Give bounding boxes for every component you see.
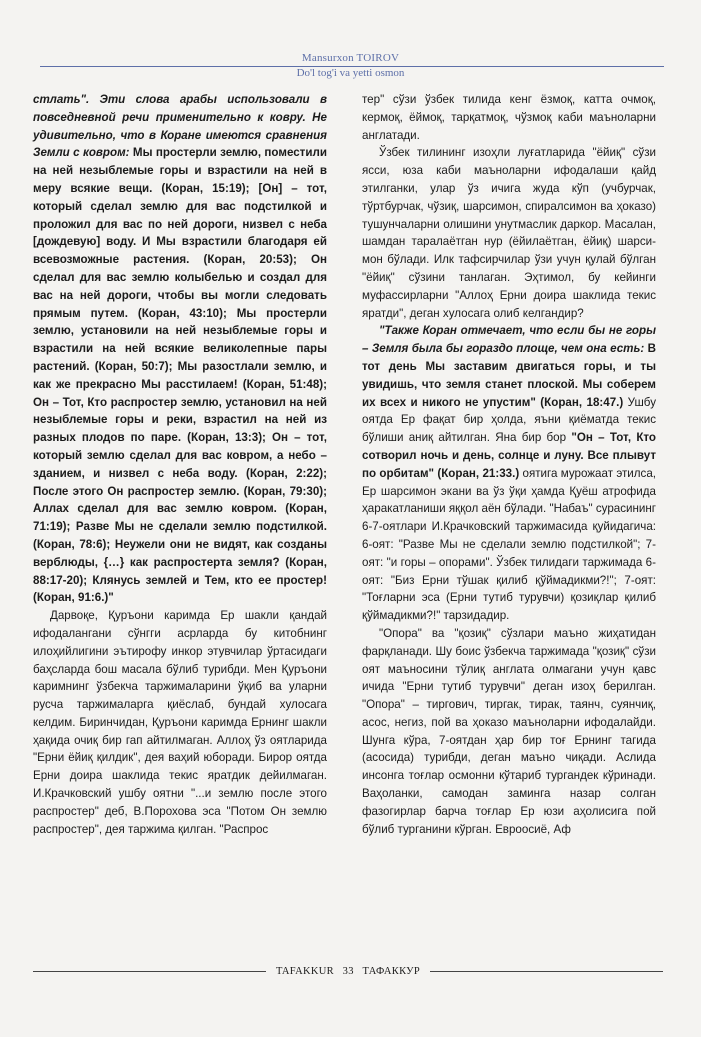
footer-rule-left	[33, 971, 266, 972]
header-divider	[40, 66, 664, 67]
quote-italic-intro: "Также Коран отмечает, что если бы не горы – Земля была бы гораздо площе, чем она есть:	[362, 324, 656, 356]
quote-bold-18-47: В тот день Мы заставим двигаться горы, и ты увидишь, что земля станет плоской. Мы соберем их всех и никого не упустим" (Коран, 18:47.)	[362, 342, 656, 409]
right-paragraph-2: Ўзбек тилининг изоҳли луғатларида "ёйиқ" сўзи ясси, юза каби маъноларни ифодалаши қайд этилганки, улар ўз ичига жуда кўп (учбурчак, тўртбурчак, чўзиқ, шарсимон, спиралсимон ва ҳоказо) тушунчаларни олишини унутмаслик даркор. Масалан, шамдан таралаётган нур (ёйилаётган, ёйиқ) шарсимон бўлади. Илк тафсирчилар ўзи учун қулай бўлган "ёйиқ" сўзини танлаган. Эҳтимол, бу кейинги муфассирларни "Аллоҳ Ерни доира шаклида текис яратди", деган хулосага олиб келгандир?	[362, 146, 656, 320]
right-paragraph-3	[362, 322, 656, 625]
left-paragraph-2: Дарвоқе, Қуръони каримда Ер шакли қандай ифодалангани сўнгги асрларда бу китобнинг илоҳийлигини эътирофу инкор этувчилар ўртасидаги баҳсларда бош масала бўлиб турибди. Мен Қуръони каримнинг ўзбекча таржималарини ўқиб ва уларни русча таржималарга қиёслаб, бундай хулосага келдим. Биринчидан, Қуръони каримда Ернинг шакли ҳақида очиқ бир гап айтилмаган. Аллоҳ ўз оятларида "Ерни ёйиқ қилдик", дея ваҳий юборади. Бирор оятда Ерни доира шаклида текис яратдик дейилмаган. И.Крачковский ушбу оятни "...и землю после этого распростер" деб, В.Порохова эса "Потом Он землю распростер", дея таржима қилган. "Распрос	[33, 609, 327, 836]
running-header	[0, 52, 701, 80]
left-paragraph-1	[33, 91, 327, 607]
commentary-text-1: Ушбу оятда Ер фақат бир ҳолда, яъни қиёматда текис бўлиши аниқ айтилган. Яна бир бор	[362, 395, 656, 445]
commentary-text-2: оятига мурожаат этилса, Ер шарсимон экани ва ўз ўқи ҳамда Қуёш атрофида ҳаракатланиши яққол аён бўлади. "Набаъ" сурасининг 6-7-оятлари И.Крачковский таржимасида қуйидагича: 6-оят: "Разве Мы не сделали землю подстилкой"; 7-оят: "и горы – опорами". Ўзбек тилидаги таржимада 6-оят: "Биз Ерни тўшак қилиб қўймадикми?!"; 7-оят: "Тоғларни эса (Ерни тутиб турувчи) қозиқлар қилиб қўймадикми?!" тарзидадир.	[362, 466, 657, 623]
right-paragraph-1: тер" сўзи ўзбек тилида кенг ёзмоқ, катта очмоқ, кермоқ, ёймоқ, тарқатмоқ, чўзмоқ каби маъноларни англатади.	[362, 93, 656, 142]
quote-italic-lead: стлать". Эти слова арабы использовали в повседневной речи применительно к ковру. Не удивительно, что в Коране имеются сравнения Земли с ковром:	[33, 93, 327, 160]
right-paragraph-4: "Опора" ва "қозиқ" сўзлари маъно жиҳатидан фарқланади. Шу боис ўзбекча таржимада "қозиқ" сўзи оят маъносини тўлиқ англата олмагани учун қавс ичида "Ерни тутиб турувчи" деган изоҳ берилган. "Опора" – тиргович, тиргак, тирак, таянч, суянчиқ, асос, негиз, пой ва ҳоказо маъноларни ифодалайди. Шунга кўра, 7-оятдан ҳар бир тоғ Ернинг тагида (асосида) турибди, деган маъно чиқади. Аслида инсонга тоғлар осмонни кўтариб тургандек кўринади. Ваҳоланки, самодан заминга назар солган фазогирлар барча тоғлар Ер юзи аҳолисига пой бўлиб турганини кўрган. Евроосиё, Аф	[362, 626, 656, 836]
footer-rule-right	[430, 971, 663, 972]
quran-quotes-block: Мы простерли землю, поместили на ней незыблемые горы и взрастили на ней в меру всякие вещи. (Коран, 15:19); [Он] – тот, который сделал землю для вас подстилкой и проложил для вас по ней дороги, низвел с неба [дождевую] воду. И Мы взрастили благодаря ей всевозможные растения. (Коран, 20:53); Он сделал для вас землю колыбелью и создал для вас на ней дороги, чтобы вы могли следовать прямым путем. (Коран, 43:10); Мы простерли землю, установили на ней незыблемые горы и взрастили на ней всякие великолепные пары растений. (Коран, 50:7); Мы разостлали землю, и как же прекрасно Мы расстилаем! (Коран, 51:48); Он – Тот, Кто распростер землю, установил на ней незыблемые горы и реки, взрастил на ней из разных плодов по паре. (Коран, 13:3); Он – тот, который землю сделал для вас ковром, а небо – зданием, и низвел с неба воду. (Коран, 2:22); После этого Он распростер землю. (Коран, 79:30); Аллах сделал для вас землю ковром. (Коран, 71:19); Разве Мы не сделали землю подстилкой. (Коран, 78:6); Неужели они не видят, как созданы верблюды, {…} как распростерта земля? (Коран, 88:17-20); Клянусь землей и Тем, кто ее простер! (Коран, 91:6.)"	[33, 146, 327, 605]
page-footer	[33, 964, 663, 978]
quote-bold-21-33: "Он – Тот, Кто сотворил ночь и день, солнце и луну. Все плывут по орбитам" (Коран, 21:33.)	[362, 431, 657, 480]
footer-page-label: TAFAKKUR 33 ТАФАККУР	[275, 965, 421, 977]
header-author: Mansurxon TOIROV	[301, 52, 400, 64]
header-subtitle: Do'l tog'i va yetti osmon	[296, 67, 405, 79]
right-column	[362, 91, 656, 838]
left-column	[33, 91, 327, 838]
